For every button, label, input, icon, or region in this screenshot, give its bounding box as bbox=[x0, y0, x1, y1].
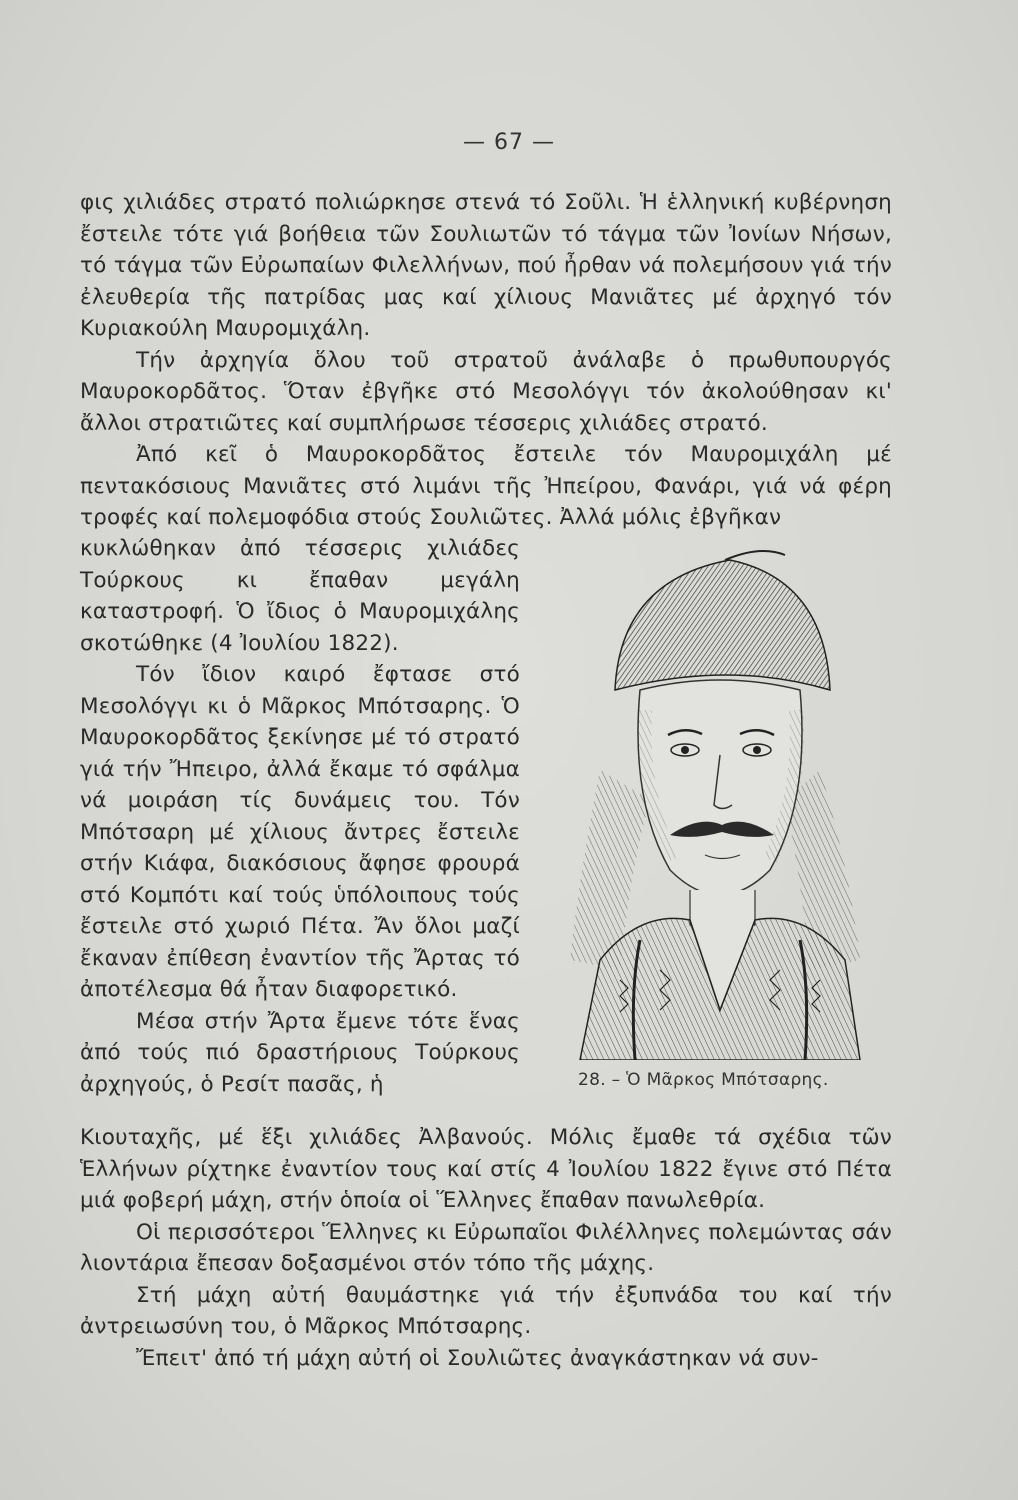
paragraph: Κιουταχῆς, μέ ἕξι χιλιάδες Ἀλβανούς. Μόλις ἔμαθε τά σχέδια τῶν Ἑλλήνων ρίχτηκε ἐναντίον τους καί στίς 4 Ἰουλίου 1822 ἔγινε στό Πέτα μιά φοβερή μάχη, στήν ὁποία οἱ Ἕλληνες ἔπαθαν πανωλεθρία. bbox=[80, 1125, 892, 1213]
paragraph: κυκλώθηκαν ἀπό τέσσερις χιλιάδες Τούρκους κι ἔπαθαν μεγάλη καταστροφή. Ὁ ἴδιος ὁ Μαυρομιχάλης σκοτώθηκε (4 Ἰουλίου 1822). bbox=[80, 536, 520, 656]
page-number: — 67 — bbox=[463, 130, 555, 155]
portrait-figure bbox=[560, 540, 880, 1060]
text-block-left-column bbox=[80, 533, 520, 1100]
paragraph: Ἔπειτ' ἀπό τή μάχη αὐτή οἱ Σουλιῶτες ἀναγκάστηκαν νά συν- bbox=[136, 1345, 819, 1371]
figure-caption: 28. – Ὁ Μᾶρκος Μπότσαρης. bbox=[578, 1070, 829, 1090]
paragraph: Τόν ἴδιον καιρό ἔφτασε στό Μεσολόγγι κι ὁ Μᾶρκος Μπότσαρης. Ὁ Μαυροκορδᾶτος ξεκίνησε μέ τό στρατό γιά τήν Ἤπειρο, ἀλλά ἔκαμε τό σφάλμα νά μοιράση τίς δυνάμεις του. Τόν Μπότσαρη μέ χίλιους ἄντρες ἔστειλε στήν Κιάφα, διακόσιους ἄφησε φρουρά στό Κομπότι καί τούς ὑπόλοιπους τούς ἔστειλε στό χωριό Πέτα. Ἄν ὅλοι μαζί ἔκαναν ἐπίθεση ἐναντίον τῆς Ἄρτας τό ἀποτέλεσμα θά ἦταν διαφορετικό. bbox=[80, 662, 520, 1002]
text-block-bottom bbox=[80, 1122, 892, 1374]
paragraph: Μέσα στήν Ἄρτα ἔμενε τότε ἕνας ἀπό τούς πιό δραστήριους Τούρκους ἀρχηγούς, ὁ Ρεσίτ πασᾶς, ἡ bbox=[80, 1008, 520, 1097]
paragraph: Τήν ἀρχηγία ὅλου τοῦ στρατοῦ ἀνάλαβε ὁ πρωθυπουργός Μαυροκορδᾶτος. Ὅταν ἐβγῆκε στό Μεσολόγγι τόν ἀκολούθησαν κι' ἄλλοι στρατιῶτες καί συμπλήρωσε τέσσερις χιλιάδες στρατό. bbox=[80, 347, 892, 436]
portrait-engraving bbox=[560, 540, 880, 1060]
text-block-top bbox=[80, 187, 892, 534]
paragraph: Οἱ περισσότεροι Ἕλληνες κι Εὐρωπαῖοι Φιλέλληνες πολεμώντας σάν λιοντάρια ἔπεσαν δοξασμένοι στόν τόπο τῆς μάχης. bbox=[80, 1219, 892, 1276]
paragraph: Ἀπό κεῖ ὁ Μαυροκορδᾶτος ἔστειλε τόν Μαυρομιχάλη μέ πεντακόσιους Μανιᾶτες στό λιμάνι τῆς Ἠπείρου, Φανάρι, γιά νά φέρη τροφές καί πολεμοφόδια στούς Σουλιῶτες. Ἀλλά μόλις ἐβγῆκαν bbox=[80, 442, 892, 530]
paragraph: φις χιλιάδες στρατό πολιώρκησε στενά τό Σοῦλι. Ἡ ἑλληνική κυβέρνηση ἔστειλε τότε γιά βοήθεια τῶν Σουλιωτῶν τό τάγμα τῶν Ἰονίων Νήσων, τό τάγμα τῶν Εὐρωπαίων Φιλελλήνων, πού ἦρθαν νά πολεμήσουν γιά τήν ἐλευθερία τῆς πατρίδας μας καί χίλιους Μανιᾶτες μέ ἀρχηγό τόν Κυριακούλη Μαυρομιχάλη. bbox=[80, 190, 892, 341]
paragraph: Στή μάχη αὐτή θαυμάστηκε γιά τήν ἐξυπνάδα του καί τήν ἀντρειωσύνη του, ὁ Μᾶρκος Μπότσαρης. bbox=[80, 1282, 892, 1339]
